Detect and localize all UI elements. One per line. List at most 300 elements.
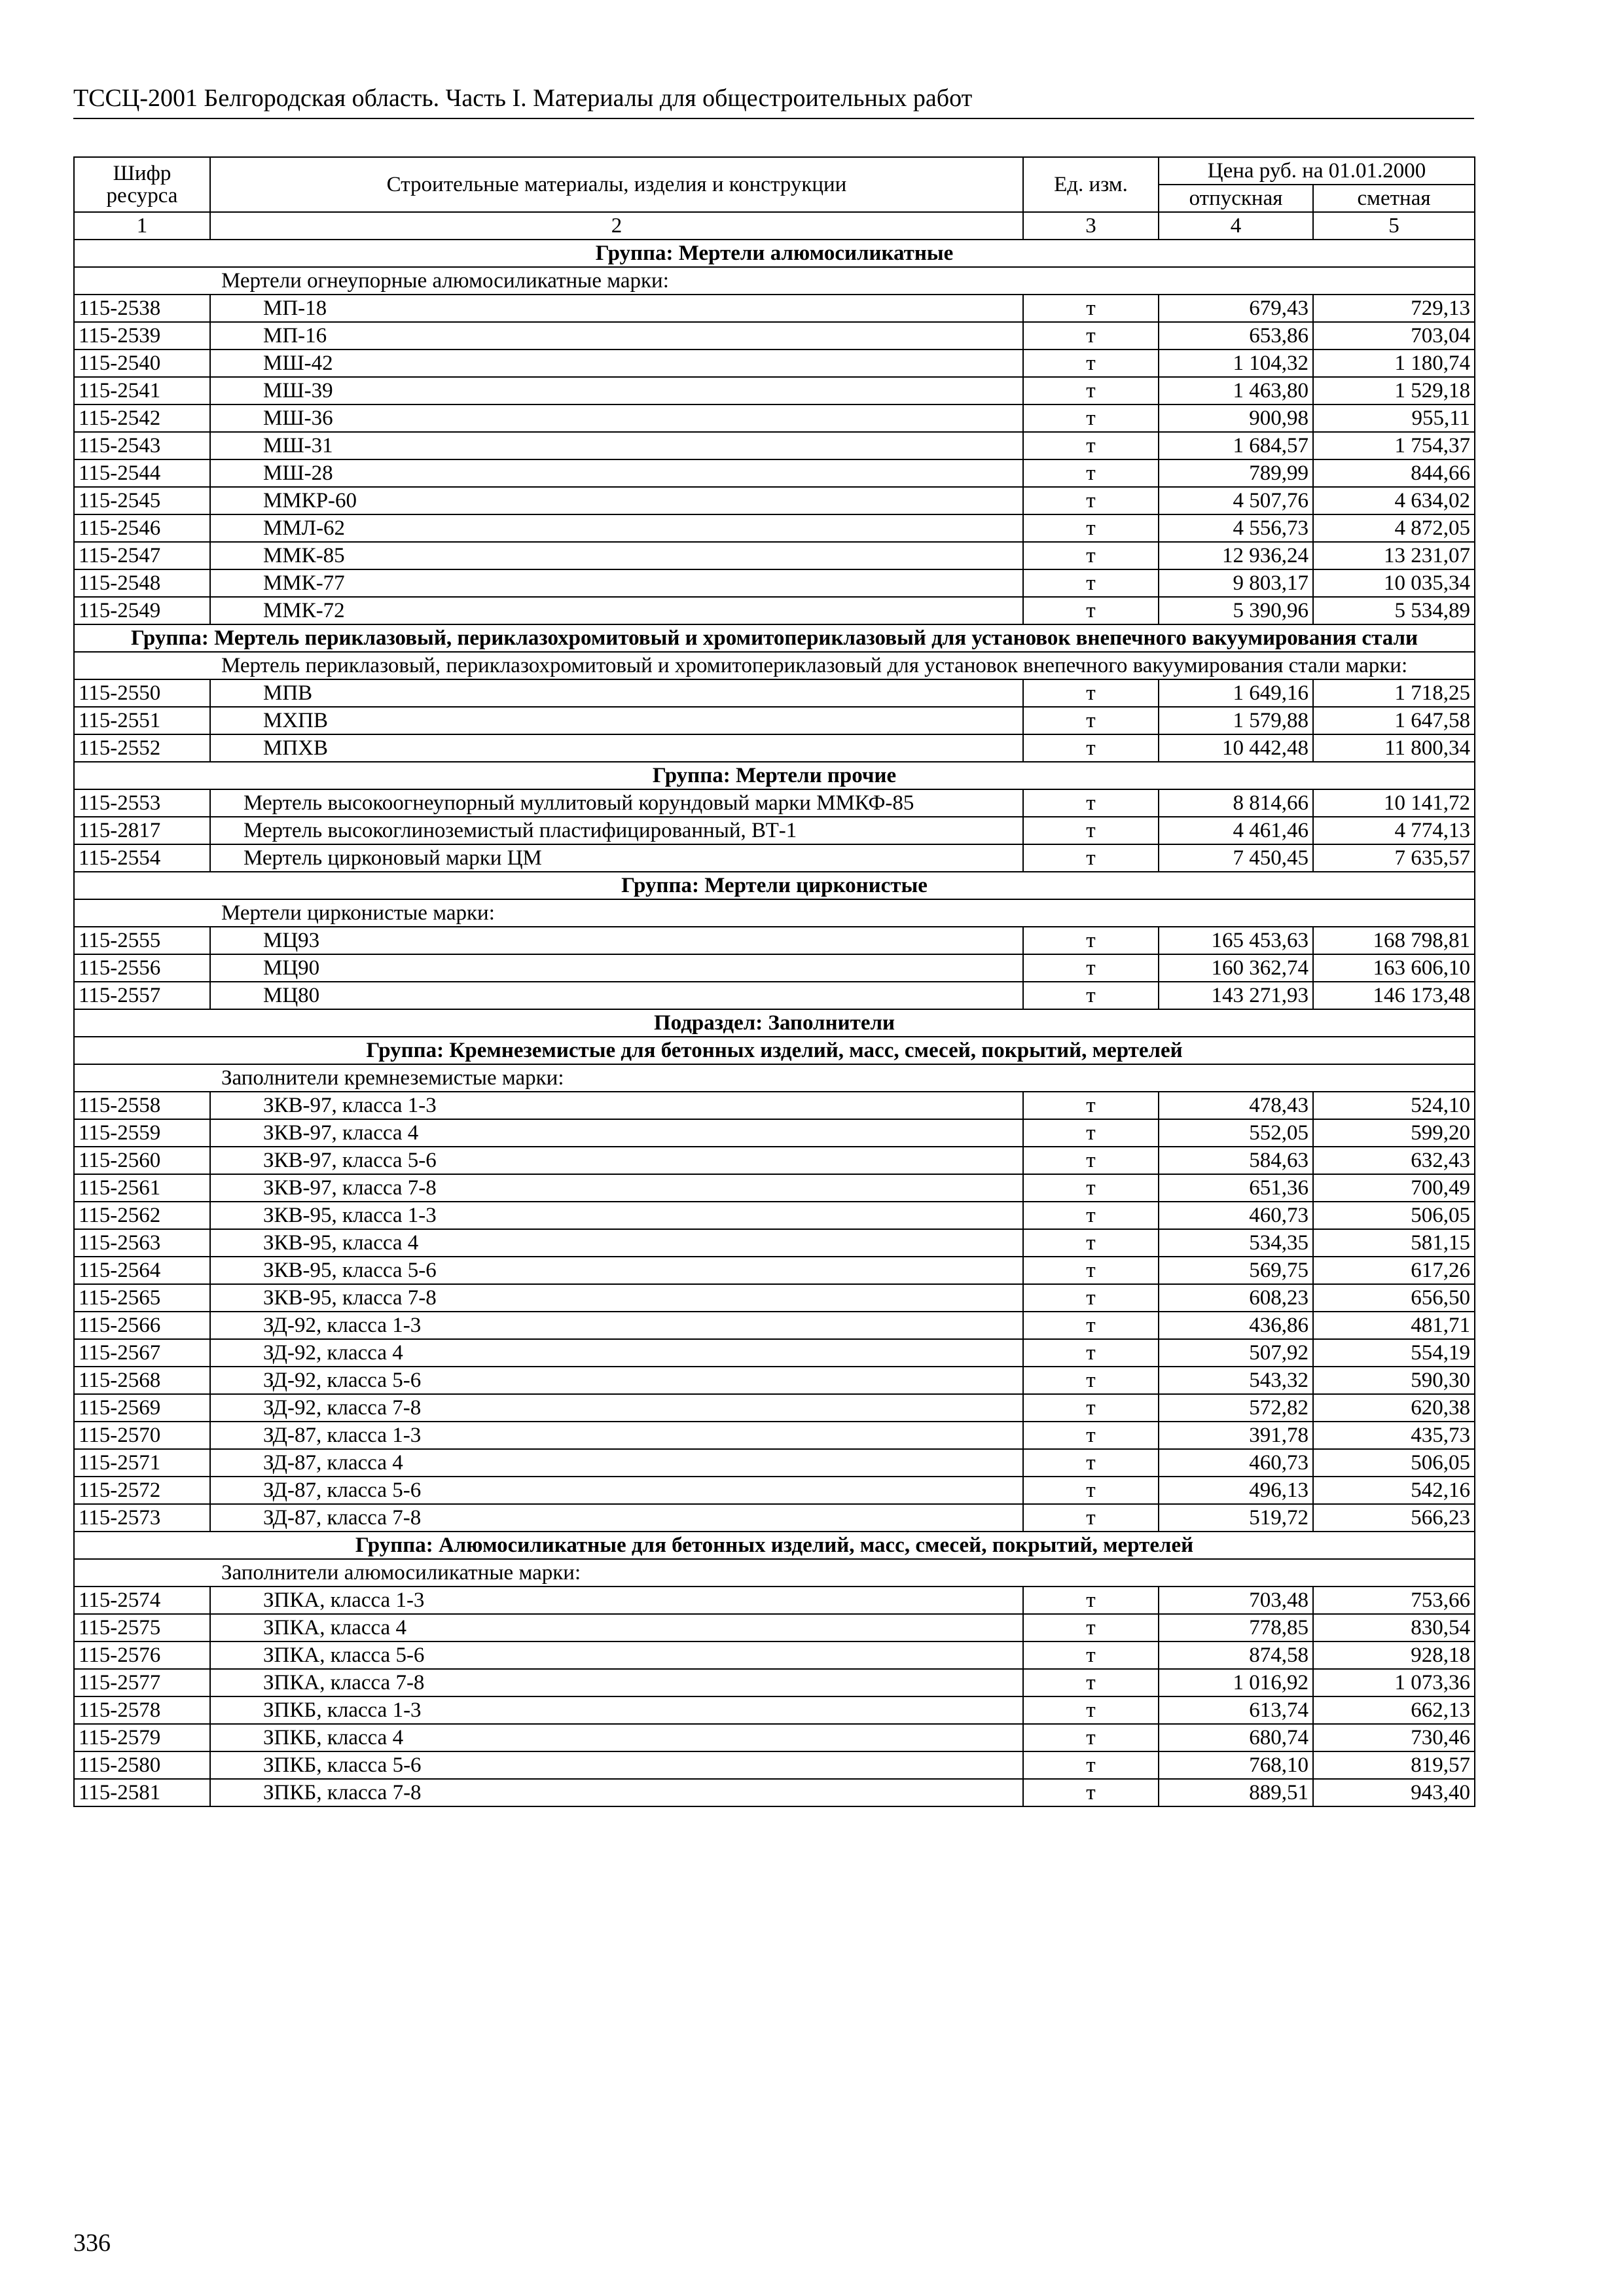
table-row xyxy=(74,679,1475,707)
column-number: 4 xyxy=(1159,212,1313,240)
material-name: ЗД-92, класса 7-8 xyxy=(210,1394,1023,1422)
release-price: 10 442,48 xyxy=(1159,734,1313,762)
resource-code: 115-2551 xyxy=(74,707,210,734)
release-price: 160 362,74 xyxy=(1159,954,1313,982)
release-price: 436,86 xyxy=(1159,1312,1313,1339)
material-name: МП-16 xyxy=(210,322,1023,350)
table-row xyxy=(74,350,1475,377)
material-name: МХПВ xyxy=(210,707,1023,734)
unit-cell: т xyxy=(1023,1119,1159,1147)
unit-cell: т xyxy=(1023,1147,1159,1174)
release-price: 496,13 xyxy=(1159,1477,1313,1504)
estimate-price: 729,13 xyxy=(1313,295,1475,322)
material-name: ММКР-60 xyxy=(210,487,1023,514)
column-number: 5 xyxy=(1313,212,1475,240)
material-name: ЗПКБ, класса 1-3 xyxy=(210,1696,1023,1724)
release-price: 534,35 xyxy=(1159,1229,1313,1257)
table-row xyxy=(74,569,1475,597)
release-price: 165 453,63 xyxy=(1159,927,1313,954)
unit-cell: т xyxy=(1023,542,1159,569)
material-name: МШ-28 xyxy=(210,459,1023,487)
material-name: ЗКВ-97, класса 7-8 xyxy=(210,1174,1023,1202)
estimate-price: 506,05 xyxy=(1313,1449,1475,1477)
estimate-price: 4 634,02 xyxy=(1313,487,1475,514)
intro-row xyxy=(74,267,1475,295)
resource-code: 115-2547 xyxy=(74,542,210,569)
release-price: 889,51 xyxy=(1159,1779,1313,1806)
table-row xyxy=(74,1422,1475,1449)
estimate-price: 524,10 xyxy=(1313,1092,1475,1119)
column-header-code: Шифр ресурса xyxy=(74,157,210,212)
subsection-heading-row xyxy=(74,1009,1475,1037)
resource-code: 115-2557 xyxy=(74,982,210,1009)
release-price: 507,92 xyxy=(1159,1339,1313,1367)
resource-code: 115-2558 xyxy=(74,1092,210,1119)
unit-cell: т xyxy=(1023,1257,1159,1284)
intro-row xyxy=(74,1064,1475,1092)
intro-text: Мертели цирконистые марки: xyxy=(74,899,1475,927)
resource-code: 115-2560 xyxy=(74,1147,210,1174)
estimate-price: 1 073,36 xyxy=(1313,1669,1475,1696)
resource-code: 115-2572 xyxy=(74,1477,210,1504)
material-name: Мертель цирконовый марки ЦМ xyxy=(210,844,1023,872)
material-name: ЗПКБ, класса 5-6 xyxy=(210,1751,1023,1779)
estimate-price: 506,05 xyxy=(1313,1202,1475,1229)
release-price: 8 814,66 xyxy=(1159,789,1313,817)
table-row xyxy=(74,1147,1475,1174)
unit-cell: т xyxy=(1023,1477,1159,1504)
unit-cell: т xyxy=(1023,1339,1159,1367)
estimate-price: 554,19 xyxy=(1313,1339,1475,1367)
unit-cell: т xyxy=(1023,789,1159,817)
estimate-price: 928,18 xyxy=(1313,1641,1475,1669)
unit-cell: т xyxy=(1023,514,1159,542)
table-row xyxy=(74,1696,1475,1724)
estimate-price: 819,57 xyxy=(1313,1751,1475,1779)
unit-cell: т xyxy=(1023,1641,1159,1669)
unit-cell: т xyxy=(1023,1449,1159,1477)
resource-code: 115-2545 xyxy=(74,487,210,514)
estimate-price: 163 606,10 xyxy=(1313,954,1475,982)
group-heading: Группа: Мертели цирконистые xyxy=(74,872,1475,899)
unit-cell: т xyxy=(1023,954,1159,982)
resource-code: 115-2581 xyxy=(74,1779,210,1806)
material-name: ММК-85 xyxy=(210,542,1023,569)
column-header-release-price: отпускная xyxy=(1159,185,1313,212)
resource-code: 115-2555 xyxy=(74,927,210,954)
release-price: 1 579,88 xyxy=(1159,707,1313,734)
header-rule xyxy=(73,118,1474,119)
release-price: 1 684,57 xyxy=(1159,432,1313,459)
material-name: МПХВ xyxy=(210,734,1023,762)
resource-code: 115-2568 xyxy=(74,1367,210,1394)
material-name: ЗПКА, класса 5-6 xyxy=(210,1641,1023,1669)
estimate-price: 168 798,81 xyxy=(1313,927,1475,954)
resource-code: 115-2562 xyxy=(74,1202,210,1229)
resource-code: 115-2565 xyxy=(74,1284,210,1312)
material-name: ЗКВ-95, класса 5-6 xyxy=(210,1257,1023,1284)
estimate-price: 1 718,25 xyxy=(1313,679,1475,707)
resource-code: 115-2574 xyxy=(74,1587,210,1614)
release-price: 143 271,93 xyxy=(1159,982,1313,1009)
material-name: ЗКВ-95, класса 4 xyxy=(210,1229,1023,1257)
estimate-price: 4 774,13 xyxy=(1313,817,1475,844)
intro-row xyxy=(74,899,1475,927)
release-price: 4 556,73 xyxy=(1159,514,1313,542)
unit-cell: т xyxy=(1023,1229,1159,1257)
table-row xyxy=(74,1119,1475,1147)
material-name: МШ-31 xyxy=(210,432,1023,459)
table-row xyxy=(74,487,1475,514)
table-row xyxy=(74,1229,1475,1257)
release-price: 1 104,32 xyxy=(1159,350,1313,377)
material-name: МШ-36 xyxy=(210,404,1023,432)
estimate-price: 632,43 xyxy=(1313,1147,1475,1174)
table-row xyxy=(74,1669,1475,1696)
resource-code: 115-2552 xyxy=(74,734,210,762)
release-price: 768,10 xyxy=(1159,1751,1313,1779)
estimate-price: 11 800,34 xyxy=(1313,734,1475,762)
resource-code: 115-2549 xyxy=(74,597,210,624)
table-row xyxy=(74,1449,1475,1477)
unit-cell: т xyxy=(1023,432,1159,459)
estimate-price: 830,54 xyxy=(1313,1614,1475,1641)
resource-code: 115-2563 xyxy=(74,1229,210,1257)
estimate-price: 435,73 xyxy=(1313,1422,1475,1449)
release-price: 9 803,17 xyxy=(1159,569,1313,597)
table-row xyxy=(74,1394,1475,1422)
intro-text: Мертели огнеупорные алюмосиликатные марки: xyxy=(74,267,1475,295)
estimate-price: 542,16 xyxy=(1313,1477,1475,1504)
unit-cell: т xyxy=(1023,1312,1159,1339)
release-price: 584,63 xyxy=(1159,1147,1313,1174)
release-price: 572,82 xyxy=(1159,1394,1313,1422)
unit-cell: т xyxy=(1023,1394,1159,1422)
material-name: МПВ xyxy=(210,679,1023,707)
estimate-price: 753,66 xyxy=(1313,1587,1475,1614)
resource-code: 115-2556 xyxy=(74,954,210,982)
resource-code: 115-2554 xyxy=(74,844,210,872)
unit-cell: т xyxy=(1023,1367,1159,1394)
release-price: 12 936,24 xyxy=(1159,542,1313,569)
material-name: ЗПКА, класса 4 xyxy=(210,1614,1023,1641)
intro-text: Заполнители алюмосиликатные марки: xyxy=(74,1559,1475,1587)
unit-cell: т xyxy=(1023,350,1159,377)
material-name: ММК-77 xyxy=(210,569,1023,597)
resource-code: 115-2578 xyxy=(74,1696,210,1724)
estimate-price: 599,20 xyxy=(1313,1119,1475,1147)
material-name: ЗКВ-95, класса 7-8 xyxy=(210,1284,1023,1312)
group-heading-row xyxy=(74,624,1475,652)
estimate-price: 730,46 xyxy=(1313,1724,1475,1751)
release-price: 4 461,46 xyxy=(1159,817,1313,844)
material-name: ЗД-92, класса 4 xyxy=(210,1339,1023,1367)
release-price: 608,23 xyxy=(1159,1284,1313,1312)
estimate-price: 146 173,48 xyxy=(1313,982,1475,1009)
group-heading: Группа: Мертели прочие xyxy=(74,762,1475,789)
estimate-price: 566,23 xyxy=(1313,1504,1475,1532)
material-name: ЗД-87, класса 1-3 xyxy=(210,1422,1023,1449)
material-name: МЦ80 xyxy=(210,982,1023,1009)
table-row xyxy=(74,1092,1475,1119)
estimate-price: 943,40 xyxy=(1313,1779,1475,1806)
table-row xyxy=(74,1257,1475,1284)
table-row xyxy=(74,1477,1475,1504)
column-number-row xyxy=(74,212,1475,240)
release-price: 1 649,16 xyxy=(1159,679,1313,707)
table-row xyxy=(74,295,1475,322)
estimate-price: 703,04 xyxy=(1313,322,1475,350)
table-row xyxy=(74,459,1475,487)
resource-code: 115-2575 xyxy=(74,1614,210,1641)
unit-cell: т xyxy=(1023,734,1159,762)
resource-code: 115-2566 xyxy=(74,1312,210,1339)
intro-row xyxy=(74,1559,1475,1587)
unit-cell: т xyxy=(1023,1174,1159,1202)
unit-cell: т xyxy=(1023,1284,1159,1312)
resource-code: 115-2546 xyxy=(74,514,210,542)
resource-code: 115-2544 xyxy=(74,459,210,487)
table-row xyxy=(74,844,1475,872)
material-name: ЗКВ-95, класса 1-3 xyxy=(210,1202,1023,1229)
release-price: 874,58 xyxy=(1159,1641,1313,1669)
group-heading: Группа: Мертели алюмосиликатные xyxy=(74,240,1475,267)
table-row xyxy=(74,1751,1475,1779)
price-table-body xyxy=(74,157,1475,1806)
resource-code: 115-2559 xyxy=(74,1119,210,1147)
table-row xyxy=(74,1202,1475,1229)
estimate-price: 5 534,89 xyxy=(1313,597,1475,624)
unit-cell: т xyxy=(1023,982,1159,1009)
resource-code: 115-2576 xyxy=(74,1641,210,1669)
unit-cell: т xyxy=(1023,1504,1159,1532)
table-row xyxy=(74,1284,1475,1312)
unit-cell: т xyxy=(1023,1696,1159,1724)
table-row xyxy=(74,1339,1475,1367)
unit-cell: т xyxy=(1023,1614,1159,1641)
material-name: ЗД-92, класса 1-3 xyxy=(210,1312,1023,1339)
intro-row xyxy=(74,652,1475,679)
unit-cell: т xyxy=(1023,679,1159,707)
estimate-price: 581,15 xyxy=(1313,1229,1475,1257)
subsection-heading: Подраздел: Заполнители xyxy=(74,1009,1475,1037)
table-row xyxy=(74,1504,1475,1532)
table-row xyxy=(74,432,1475,459)
unit-cell: т xyxy=(1023,569,1159,597)
intro-text: Заполнители кремнеземистые марки: xyxy=(74,1064,1475,1092)
release-price: 703,48 xyxy=(1159,1587,1313,1614)
release-price: 569,75 xyxy=(1159,1257,1313,1284)
group-heading-row xyxy=(74,762,1475,789)
resource-code: 115-2580 xyxy=(74,1751,210,1779)
resource-code: 115-2573 xyxy=(74,1504,210,1532)
release-price: 460,73 xyxy=(1159,1449,1313,1477)
group-heading: Группа: Кремнеземистые для бетонных изделий, масс, смесей, покрытий, мертелей xyxy=(74,1037,1475,1064)
estimate-price: 590,30 xyxy=(1313,1367,1475,1394)
material-name: МШ-39 xyxy=(210,377,1023,404)
table-row xyxy=(74,542,1475,569)
estimate-price: 656,50 xyxy=(1313,1284,1475,1312)
material-name: ММЛ-62 xyxy=(210,514,1023,542)
unit-cell: т xyxy=(1023,817,1159,844)
unit-cell: т xyxy=(1023,377,1159,404)
release-price: 543,32 xyxy=(1159,1367,1313,1394)
table-row xyxy=(74,817,1475,844)
table-row xyxy=(74,1174,1475,1202)
material-name: ММК-72 xyxy=(210,597,1023,624)
document-header: ТССЦ-2001 Белгородская область. Часть I. Материалы для общестроительных работ xyxy=(73,84,973,112)
release-price: 1 463,80 xyxy=(1159,377,1313,404)
table-row xyxy=(74,1779,1475,1806)
material-name: МЦ90 xyxy=(210,954,1023,982)
resource-code: 115-2541 xyxy=(74,377,210,404)
unit-cell: т xyxy=(1023,597,1159,624)
table-row xyxy=(74,377,1475,404)
estimate-price: 10 141,72 xyxy=(1313,789,1475,817)
estimate-price: 1 647,58 xyxy=(1313,707,1475,734)
material-name: ЗПКА, класса 7-8 xyxy=(210,1669,1023,1696)
release-price: 478,43 xyxy=(1159,1092,1313,1119)
resource-code: 115-2543 xyxy=(74,432,210,459)
material-name: ЗКВ-97, класса 1-3 xyxy=(210,1092,1023,1119)
material-name: ЗД-92, класса 5-6 xyxy=(210,1367,1023,1394)
estimate-price: 481,71 xyxy=(1313,1312,1475,1339)
estimate-price: 700,49 xyxy=(1313,1174,1475,1202)
resource-code: 115-2571 xyxy=(74,1449,210,1477)
column-number: 1 xyxy=(74,212,210,240)
resource-code: 115-2817 xyxy=(74,817,210,844)
column-header-name: Строительные материалы, изделия и конструкции xyxy=(210,157,1023,212)
resource-code: 115-2579 xyxy=(74,1724,210,1751)
group-heading-row xyxy=(74,1037,1475,1064)
material-name: МП-18 xyxy=(210,295,1023,322)
release-price: 1 016,92 xyxy=(1159,1669,1313,1696)
resource-code: 115-2538 xyxy=(74,295,210,322)
material-name: Мертель высокоглиноземистый пластифицированный, ВТ-1 xyxy=(210,817,1023,844)
estimate-price: 662,13 xyxy=(1313,1696,1475,1724)
column-number: 3 xyxy=(1023,212,1159,240)
release-price: 4 507,76 xyxy=(1159,487,1313,514)
table-row xyxy=(74,1724,1475,1751)
unit-cell: т xyxy=(1023,927,1159,954)
price-table xyxy=(73,156,1475,1807)
table-header-row xyxy=(74,157,1475,185)
page-number: 336 xyxy=(73,2229,111,2257)
estimate-price: 617,26 xyxy=(1313,1257,1475,1284)
resource-code: 115-2564 xyxy=(74,1257,210,1284)
resource-code: 115-2542 xyxy=(74,404,210,432)
material-name: Мертель высокоогнеупорный муллитовый корундовый марки ММКФ-85 xyxy=(210,789,1023,817)
resource-code: 115-2570 xyxy=(74,1422,210,1449)
resource-code: 115-2577 xyxy=(74,1669,210,1696)
unit-cell: т xyxy=(1023,404,1159,432)
column-header-unit: Ед. изм. xyxy=(1023,157,1159,212)
resource-code: 115-2553 xyxy=(74,789,210,817)
intro-text: Мертель периклазовый, периклазохромитовый и хромитопериклазовый для установок внепечного вакуумирования стали марки: xyxy=(74,652,1475,679)
resource-code: 115-2548 xyxy=(74,569,210,597)
unit-cell: т xyxy=(1023,295,1159,322)
group-heading-row xyxy=(74,872,1475,899)
material-name: ЗПКБ, класса 7-8 xyxy=(210,1779,1023,1806)
table-row xyxy=(74,514,1475,542)
table-row xyxy=(74,707,1475,734)
unit-cell: т xyxy=(1023,1422,1159,1449)
estimate-price: 955,11 xyxy=(1313,404,1475,432)
table-row xyxy=(74,1587,1475,1614)
table-row xyxy=(74,954,1475,982)
estimate-price: 1 754,37 xyxy=(1313,432,1475,459)
release-price: 680,74 xyxy=(1159,1724,1313,1751)
release-price: 613,74 xyxy=(1159,1696,1313,1724)
resource-code: 115-2569 xyxy=(74,1394,210,1422)
estimate-price: 844,66 xyxy=(1313,459,1475,487)
material-name: МШ-42 xyxy=(210,350,1023,377)
material-name: ЗПКБ, класса 4 xyxy=(210,1724,1023,1751)
release-price: 391,78 xyxy=(1159,1422,1313,1449)
column-header-estimate-price: сметная xyxy=(1313,185,1475,212)
resource-code: 115-2561 xyxy=(74,1174,210,1202)
resource-code: 115-2540 xyxy=(74,350,210,377)
table-row xyxy=(74,1312,1475,1339)
release-price: 789,99 xyxy=(1159,459,1313,487)
unit-cell: т xyxy=(1023,1669,1159,1696)
material-name: ЗКВ-97, класса 4 xyxy=(210,1119,1023,1147)
release-price: 552,05 xyxy=(1159,1119,1313,1147)
release-price: 5 390,96 xyxy=(1159,597,1313,624)
material-name: ЗКВ-97, класса 5-6 xyxy=(210,1147,1023,1174)
group-heading: Группа: Мертель периклазовый, периклазохромитовый и хромитопериклазовый для установок внепечного вакуумирования стали xyxy=(74,624,1475,652)
estimate-price: 1 180,74 xyxy=(1313,350,1475,377)
estimate-price: 13 231,07 xyxy=(1313,542,1475,569)
unit-cell: т xyxy=(1023,844,1159,872)
column-number: 2 xyxy=(210,212,1023,240)
resource-code: 115-2550 xyxy=(74,679,210,707)
table-row xyxy=(74,1614,1475,1641)
release-price: 900,98 xyxy=(1159,404,1313,432)
table-row xyxy=(74,404,1475,432)
release-price: 519,72 xyxy=(1159,1504,1313,1532)
unit-cell: т xyxy=(1023,1092,1159,1119)
unit-cell: т xyxy=(1023,322,1159,350)
table-row xyxy=(74,734,1475,762)
release-price: 653,86 xyxy=(1159,322,1313,350)
unit-cell: т xyxy=(1023,487,1159,514)
table-row xyxy=(74,597,1475,624)
release-price: 651,36 xyxy=(1159,1174,1313,1202)
estimate-price: 620,38 xyxy=(1313,1394,1475,1422)
table-row xyxy=(74,1641,1475,1669)
estimate-price: 1 529,18 xyxy=(1313,377,1475,404)
estimate-price: 4 872,05 xyxy=(1313,514,1475,542)
table-row xyxy=(74,322,1475,350)
unit-cell: т xyxy=(1023,1724,1159,1751)
material-name: МЦ93 xyxy=(210,927,1023,954)
material-name: ЗД-87, класса 4 xyxy=(210,1449,1023,1477)
material-name: ЗД-87, класса 5-6 xyxy=(210,1477,1023,1504)
estimate-price: 7 635,57 xyxy=(1313,844,1475,872)
group-heading: Группа: Алюмосиликатные для бетонных изделий, масс, смесей, покрытий, мертелей xyxy=(74,1532,1475,1559)
material-name: ЗПКА, класса 1-3 xyxy=(210,1587,1023,1614)
table-row xyxy=(74,927,1475,954)
material-name: ЗД-87, класса 7-8 xyxy=(210,1504,1023,1532)
unit-cell: т xyxy=(1023,1779,1159,1806)
release-price: 460,73 xyxy=(1159,1202,1313,1229)
resource-code: 115-2567 xyxy=(74,1339,210,1367)
unit-cell: т xyxy=(1023,707,1159,734)
group-heading-row xyxy=(74,1532,1475,1559)
table-row xyxy=(74,789,1475,817)
table-row xyxy=(74,982,1475,1009)
